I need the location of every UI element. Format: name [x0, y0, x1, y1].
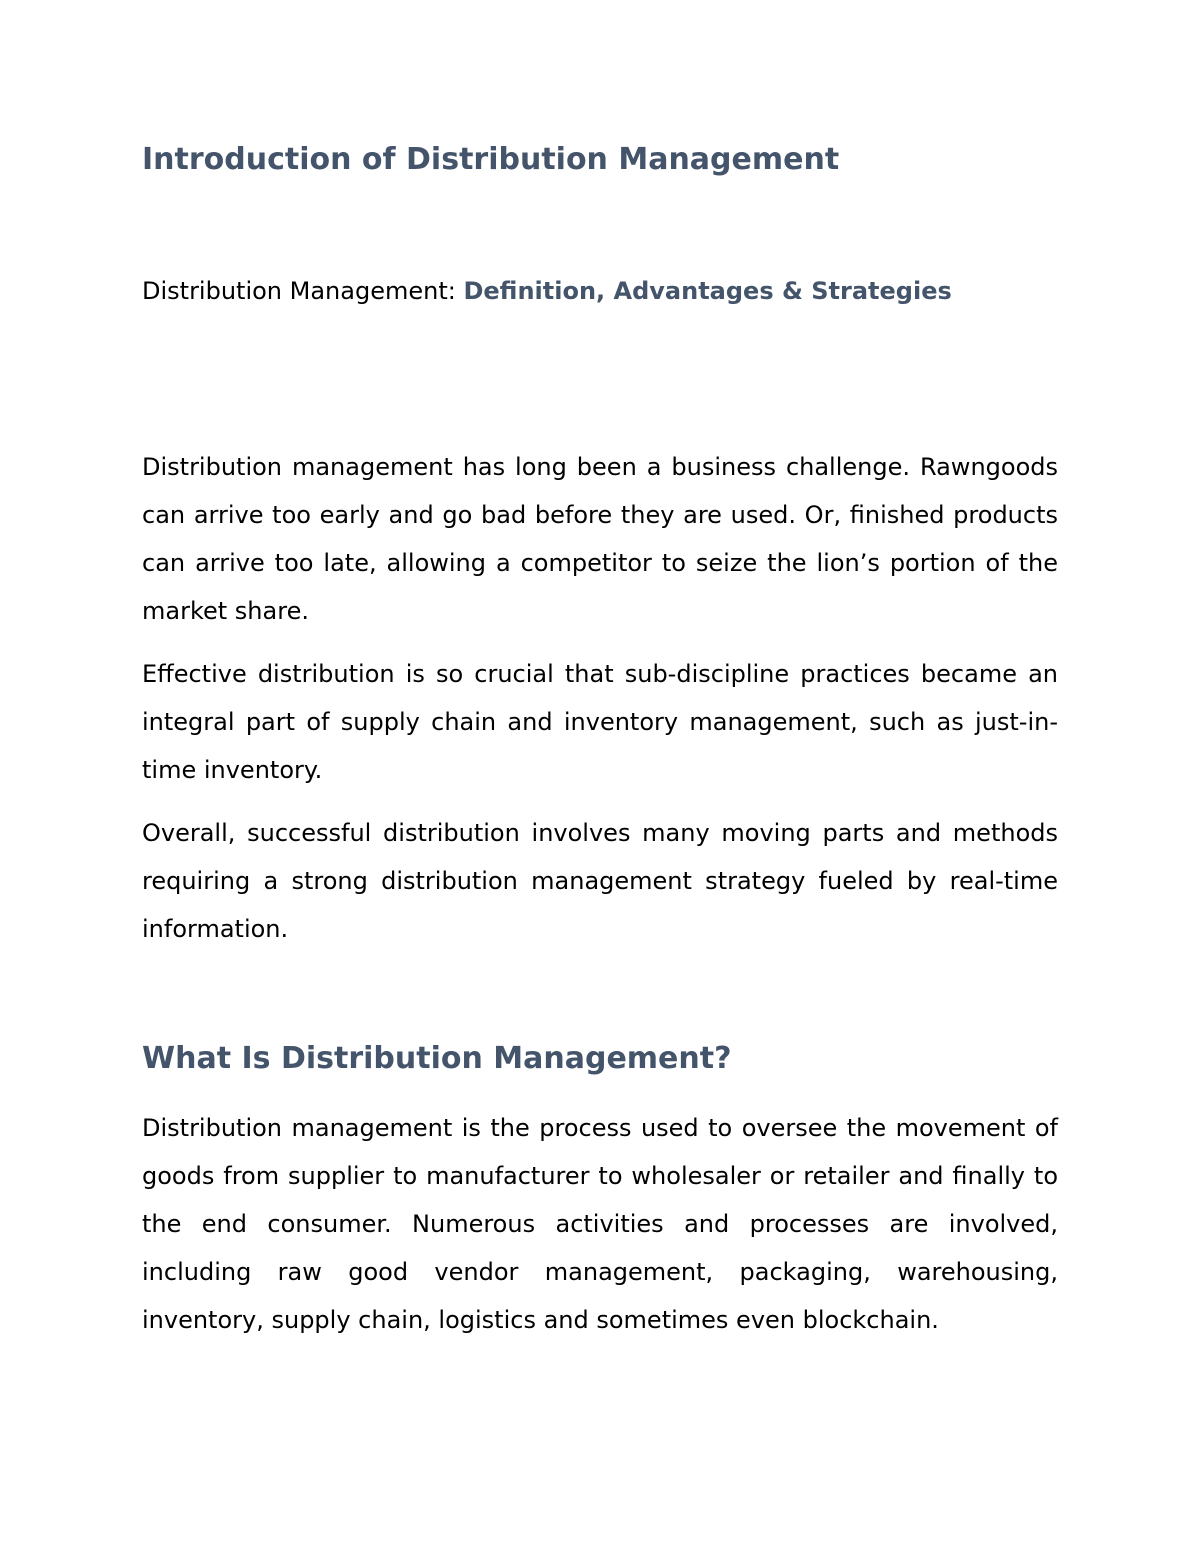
intro-paragraph: Overall, successful distribution involves many moving parts and methods requiring a strong distribution management strategy fueled by real-time information.: [142, 819, 1058, 943]
document-subtitle: [142, 267, 1058, 315]
document-title: Introduction of Distribution Management: [142, 142, 840, 177]
section-heading: What Is Distribution Management?: [142, 1041, 732, 1076]
section-paragraph: Distribution management is the process used to oversee the movement of goods from supplier to manufacturer to wholesaler or retailer and finally to the end consumer. Numerous activities and processes are involved, including raw good vendor management, packaging, warehousing, inventory, supply chain, logistics and sometimes even blockchain.: [142, 1114, 1058, 1334]
intro-paragraph: Distribution management has long been a business challenge. Rawngoods can arrive too early and go bad before they are used. Or, finished products can arrive too late, allowing a competitor to seize the lion’s portion of the market share.: [142, 453, 1058, 625]
subtitle-lead: Distribution Management:: [142, 277, 464, 305]
intro-paragraph: Effective distribution is so crucial that sub-discipline practices became an integral part of supply chain and inventory management, such as just-in-time inventory.: [142, 660, 1058, 784]
subtitle-accent: Definition, Advantages & Strategies: [463, 277, 952, 305]
intro-section: [142, 443, 1058, 953]
definition-section: [142, 1104, 1058, 1344]
